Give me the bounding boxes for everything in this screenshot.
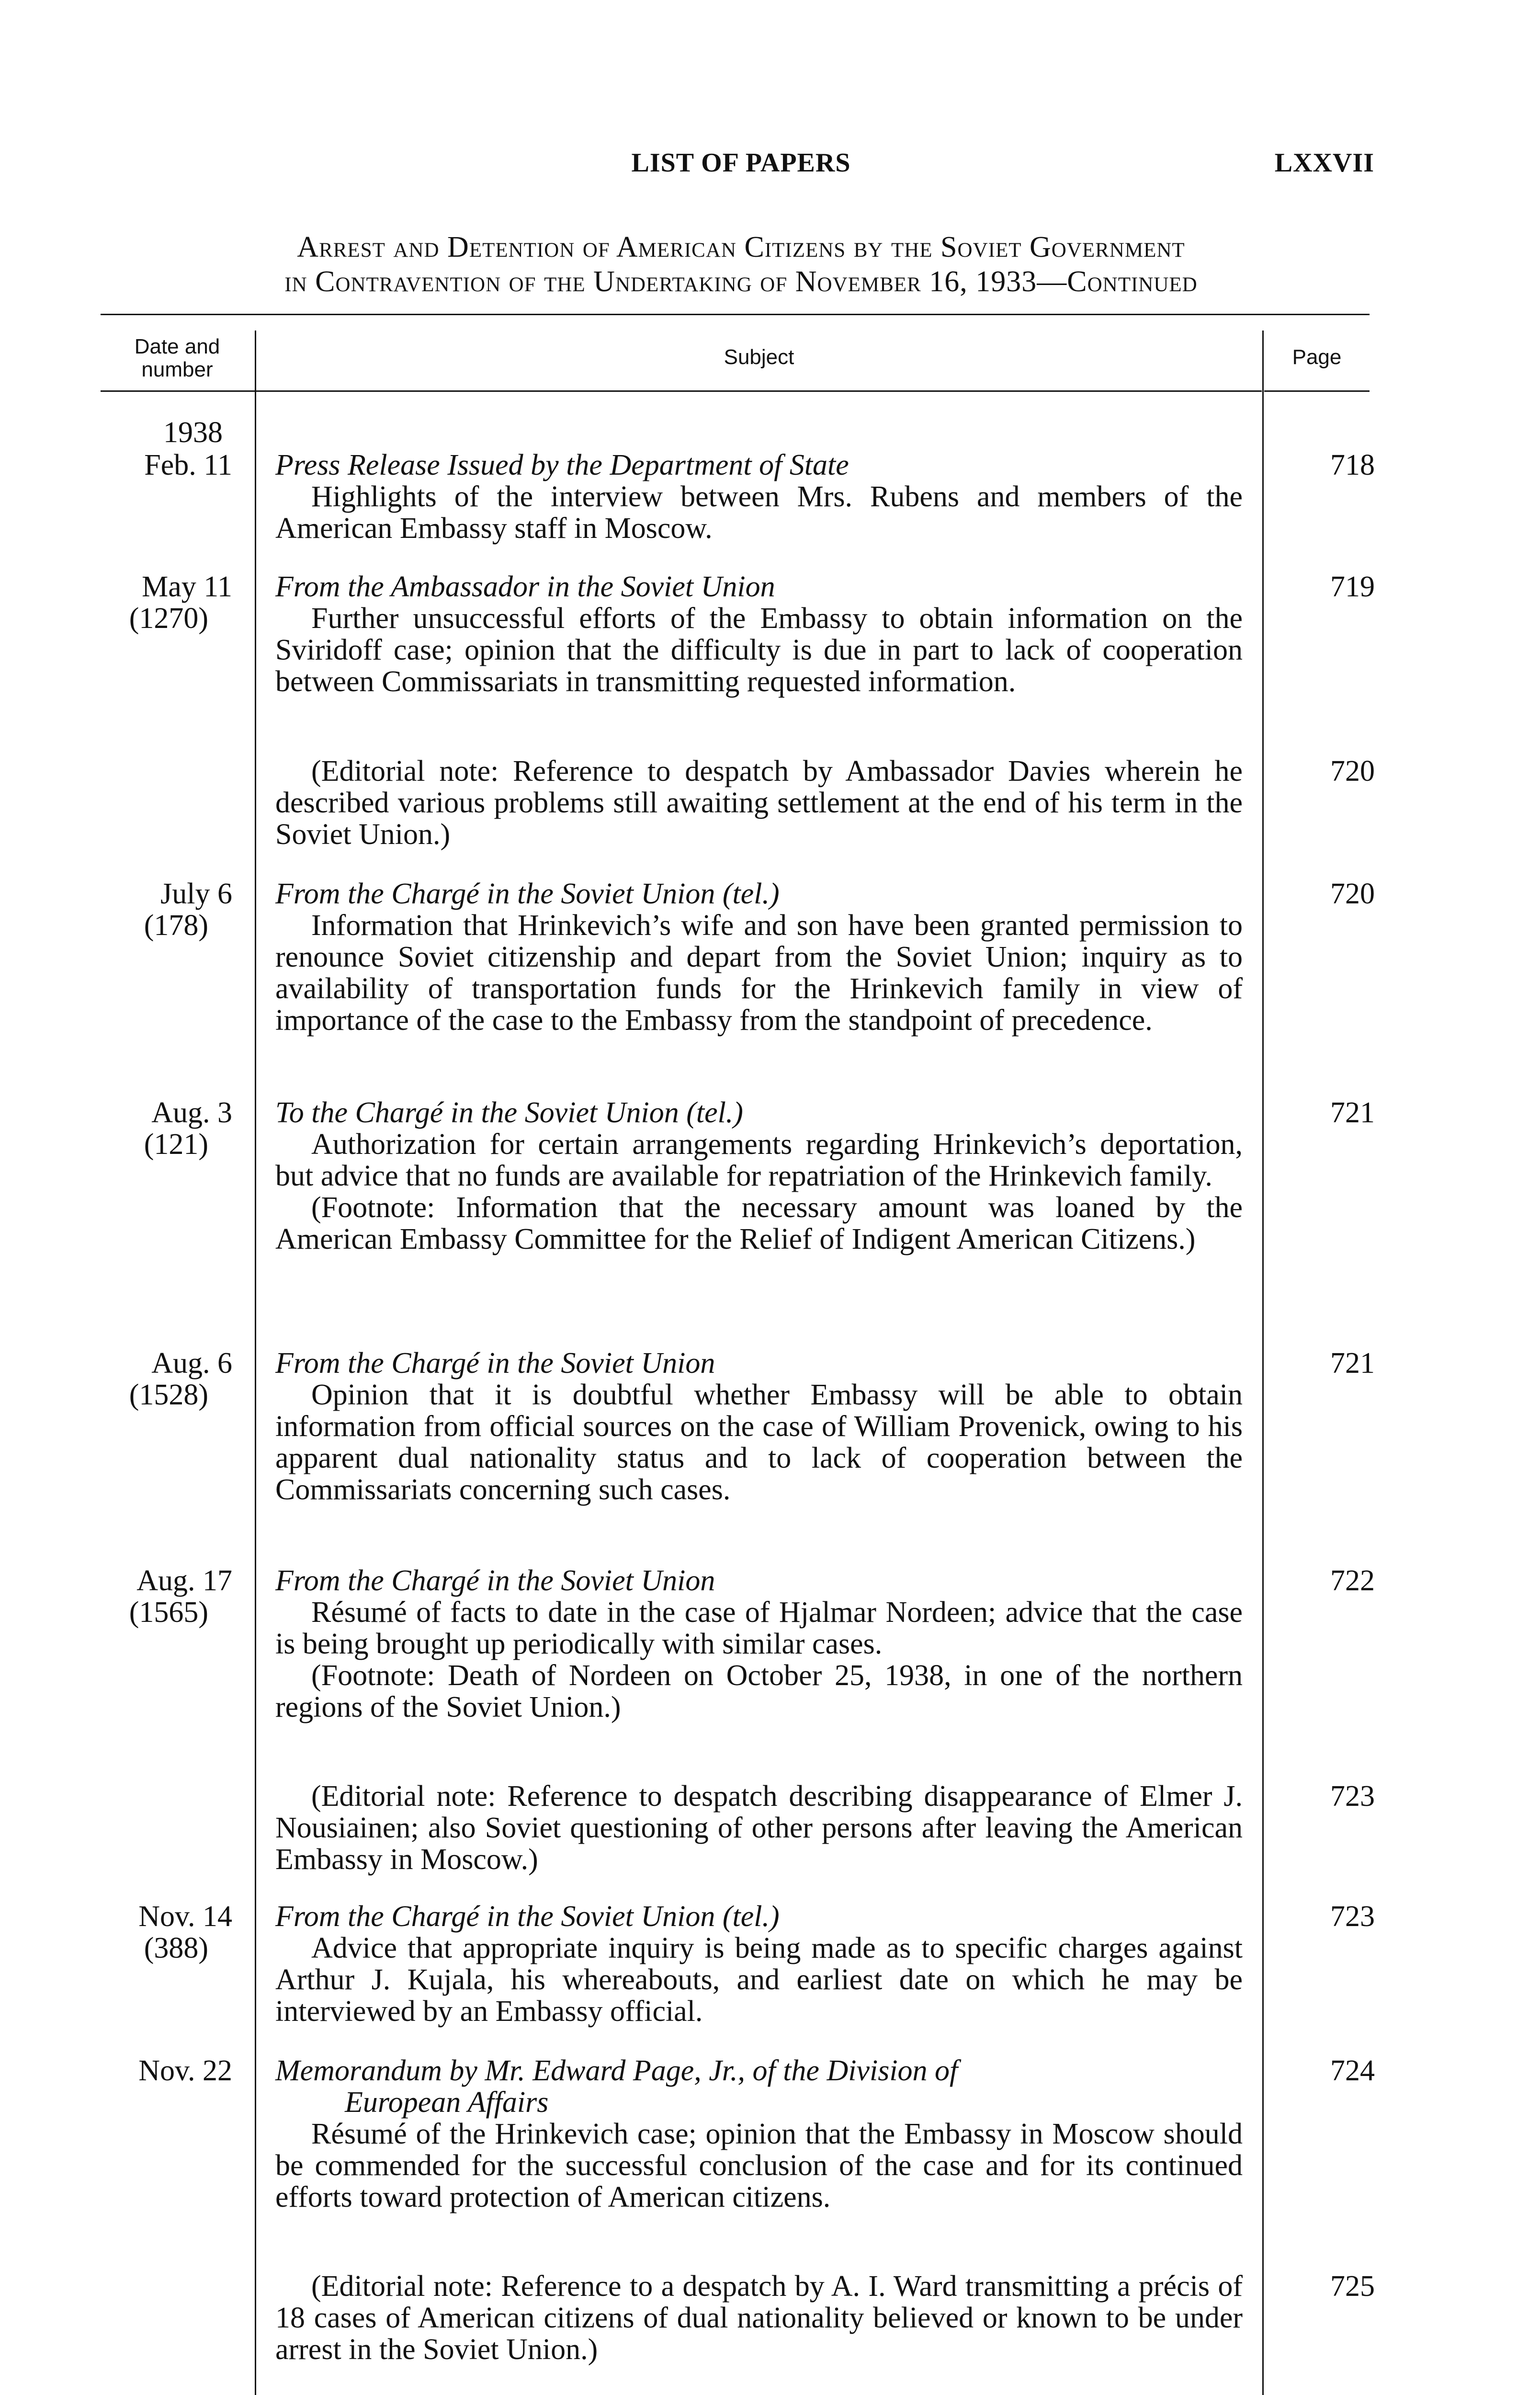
entry-source: From the Chargé in the Soviet Union (tel.) <box>275 878 780 910</box>
entry-date <box>103 1901 232 1964</box>
entry-footnote: (Footnote: Death of Nordeen on October 25, 1938, in one of the northern regions of the Soviet Union.) <box>275 1659 1243 1723</box>
entry-date <box>103 1097 232 1160</box>
entry-date <box>103 2055 232 2087</box>
entry-page: 720 <box>1330 878 1375 910</box>
entry-number: (1270) <box>129 602 208 635</box>
entry-date-text: Aug. 17 <box>136 1564 232 1597</box>
entry-summary: Authorization for certain arrangements regarding Hrinkevich’s deportation, but advice that no funds are available for repatriation of the Hrinkevich family. <box>275 1128 1243 1192</box>
entry-number: (121) <box>144 1128 208 1161</box>
entry-source: From the Chargé in the Soviet Union <box>275 1564 715 1597</box>
entry-number: (178) <box>144 909 208 942</box>
entry-date-text: Nov. 14 <box>138 1900 232 1933</box>
entry-page: 723 <box>1330 1780 1375 1813</box>
column-header-page: Page <box>1292 345 1342 369</box>
entry-page: 724 <box>1330 2054 1375 2087</box>
entry-subject <box>275 1780 1243 1875</box>
entry-summary: Information that Hrinkevich’s wife and son have been granted permission to renounce Soviet citizenship and depart from the Soviet Union; inquiry as to availability of transportation funds for the Hrinkevich family in view of importance of the case to the Embassy from the standpoint of precedence. <box>275 909 1243 1037</box>
year-label: 1938 <box>163 416 223 449</box>
entry-page: 725 <box>1330 2270 1375 2303</box>
entry-number: (388) <box>144 1932 208 1964</box>
running-head <box>108 148 1374 186</box>
entry-summary: Further unsuccessful efforts of the Embassy to obtain information on the Sviridoff case; opinion that the difficulty is due in part to lack of cooperation between Commissariats in transmitting requested information. <box>275 602 1243 698</box>
entry-source: To the Chargé in the Soviet Union (tel.) <box>275 1096 743 1129</box>
entry-date-text: Aug. 6 <box>151 1347 232 1380</box>
entry-date-text: Aug. 3 <box>151 1096 232 1129</box>
header-rule-subject <box>256 390 1262 392</box>
entry-source: Memorandum by Mr. Edward Page, Jr., of the Division of <box>275 2054 958 2087</box>
entry-summary: Résumé of facts to date in the case of Hjalmar Nordeen; advice that the case is being brought up periodically with similar cases. <box>275 1596 1243 1660</box>
column-header-subject: Subject <box>724 345 794 369</box>
entry-page: 723 <box>1330 1900 1375 1933</box>
entry-subject <box>275 449 1243 544</box>
entry-date-text: Feb. 11 <box>144 449 232 481</box>
entry-summary: Advice that appropriate inquiry is being made as to specific charges against Arthur J. Kujala, his whereabouts, and earliest date on which he may be interviewed by an Embassy official. <box>275 1932 1243 2028</box>
entry-subject <box>275 1565 1243 1723</box>
page-folio: LXXVII <box>1274 148 1374 178</box>
entry-date <box>103 571 232 634</box>
section-title-line-1: Arrest and Detention of American Citizens by the Soviet Government <box>297 231 1185 263</box>
header-rule-date <box>101 390 256 392</box>
entry-source: Press Release Issued by the Department of State <box>275 449 849 481</box>
entry-date <box>103 449 232 481</box>
entry-source: From the Chargé in the Soviet Union <box>275 1347 715 1380</box>
entry-page: 718 <box>1330 449 1375 481</box>
entry-page: 720 <box>1330 755 1375 787</box>
entry-number: (1528) <box>129 1379 208 1411</box>
entry-subject <box>275 878 1243 1036</box>
column-header-date: Date and number <box>134 335 220 381</box>
entry-page: 721 <box>1330 1347 1375 1380</box>
editorial-note: (Editorial note: Reference to despatch describing disappearance of Elmer J. Nousiainen; also Soviet questioning of other persons after leaving the American Embassy in Moscow.) <box>275 1780 1243 1876</box>
running-title: LIST OF PAPERS <box>631 148 851 178</box>
entry-page: 721 <box>1330 1096 1375 1129</box>
section-title <box>108 230 1374 299</box>
entry-subject <box>275 571 1243 697</box>
section-title-line-2: in Contravention of the Undertaking of November 16, 1933—Continued <box>284 265 1198 298</box>
entry-source-continued: European Affairs <box>345 2086 549 2119</box>
entry-subject <box>275 1347 1243 1505</box>
entry-subject <box>275 2055 1243 2213</box>
entry-page: 719 <box>1330 570 1375 603</box>
entry-date <box>103 878 232 941</box>
entry-footnote: (Footnote: Information that the necessary amount was loaned by the American Embassy Committee for the Relief of Indigent American Citizens.) <box>275 1191 1243 1255</box>
entry-subject <box>275 755 1243 850</box>
entry-summary: Opinion that it is doubtful whether Embassy will be able to obtain information from official sources on the case of William Provenick, owing to his apparent dual nationality status and to lack of cooperation between the Commissariats concerning such cases. <box>275 1379 1243 1506</box>
entry-number: (1565) <box>129 1596 208 1629</box>
entry-summary: Résumé of the Hrinkevich case; opinion that the Embassy in Moscow should be commended for the successful conclusion of the case and for its continued efforts toward protection of American citizens. <box>275 2118 1243 2213</box>
editorial-note: (Editorial note: Reference to despatch by Ambassador Davies wherein he described various problems still awaiting settlement at the end of his term in the Soviet Union.) <box>275 755 1243 851</box>
entry-source: From the Chargé in the Soviet Union (tel.) <box>275 1900 780 1933</box>
entry-date-text: May 11 <box>142 570 232 603</box>
entry-summary: Highlights of the interview between Mrs. Rubens and members of the American Embassy staff in Moscow. <box>275 480 1243 545</box>
entry-source: From the Ambassador in the Soviet Union <box>275 570 775 603</box>
entry-subject <box>275 1097 1243 1255</box>
entry-date-text: July 6 <box>160 878 232 910</box>
entry-subject <box>275 2270 1243 2365</box>
entry-date-text: Nov. 22 <box>138 2054 232 2087</box>
entry-date <box>103 1565 232 1628</box>
header-rule-page <box>1264 390 1370 392</box>
column-divider-left <box>255 331 256 2395</box>
editorial-note: (Editorial note: Reference to a despatch by A. I. Ward transmitting a précis of 18 cases of American citizens of dual nationality believed or known to be under arrest in the Soviet Union.) <box>275 2270 1243 2366</box>
entry-page: 722 <box>1330 1564 1375 1597</box>
column-divider-right <box>1262 331 1264 2395</box>
top-rule <box>101 314 1370 315</box>
entry-subject <box>275 1901 1243 2027</box>
entry-date <box>103 1347 232 1411</box>
